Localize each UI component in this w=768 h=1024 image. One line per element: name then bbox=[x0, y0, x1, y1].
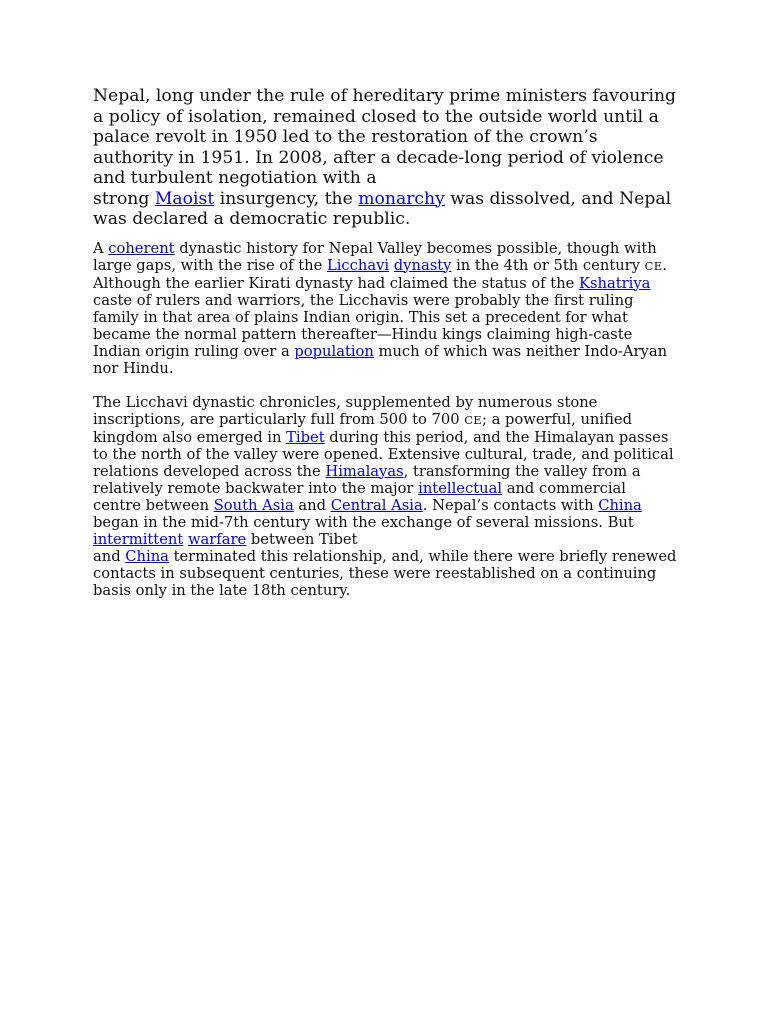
lead-text: strong bbox=[93, 188, 155, 209]
body-text: much of which was neither Indo-Aryan nor Hindu. bbox=[93, 342, 668, 377]
link-licchavi[interactable]: Licchavi bbox=[326, 256, 390, 274]
link-monarchy[interactable]: monarchy bbox=[358, 188, 445, 209]
body-text: and bbox=[293, 496, 331, 514]
body-text: caste of rulers and warriors, the Licchavis were probably the first ruling family in that area of plains Indian origin. This set a precedent for what became the normal pattern thereafter—Hindu kings claiming high-caste Indian origin ruling over a bbox=[93, 291, 634, 360]
body-text: . Nepal’s contacts with bbox=[422, 496, 599, 514]
link-intermittent[interactable]: intermittent bbox=[93, 530, 184, 548]
body-text: ; a powerful, unified kingdom also emerged in bbox=[93, 410, 632, 446]
body-text: during this period, and the Himalayan passes to the north of the valley were opened. Extensive cultural, trade, and political relations developed across the bbox=[93, 428, 674, 480]
body-text: and bbox=[93, 547, 126, 565]
body-text: in the 4th or 5th century bbox=[451, 256, 645, 274]
lead-paragraph bbox=[93, 86, 678, 230]
body-text: The Licchavi dynastic chronicles, supplemented by numerous stone inscriptions, are particularly full from 500 to 700 bbox=[93, 393, 598, 428]
link-tibet[interactable]: Tibet bbox=[286, 428, 325, 446]
lead-text: was dissolved, and Nepal was declared a democratic republic. bbox=[93, 188, 672, 229]
link-population[interactable]: population bbox=[294, 342, 374, 360]
body-text: and commercial centre between bbox=[93, 479, 627, 514]
paragraph-licchavi-rise bbox=[93, 240, 678, 377]
era-abbreviation: CE bbox=[644, 258, 663, 273]
link-warfare[interactable]: warfare bbox=[187, 530, 247, 548]
body-text: A bbox=[93, 239, 109, 257]
body-text: began in the mid-7th century with the exchange of several missions. But bbox=[93, 513, 634, 531]
link-coherent[interactable]: coherent bbox=[108, 239, 175, 257]
link-south-asia[interactable]: South Asia bbox=[213, 496, 294, 514]
body-text: , transforming the valley from a relatively remote backwater into the major bbox=[93, 462, 641, 497]
line-break-segment bbox=[93, 548, 678, 599]
link-maoist[interactable]: Maoist bbox=[154, 188, 215, 209]
link-kshatriya[interactable]: Kshatriya bbox=[579, 274, 651, 292]
lead-line-break bbox=[93, 189, 678, 230]
link-central-asia[interactable]: Central Asia bbox=[330, 496, 423, 514]
body-text: . Although the earlier Kirati dynasty had claimed the status of the bbox=[93, 256, 668, 292]
body-text: terminated this relationship, and, while there were briefly renewed contacts in subsequent centuries, these were reestablished on a continuing basis only in the late 18th century. bbox=[93, 547, 677, 599]
lead-text: insurgency, the bbox=[214, 188, 359, 209]
link-himalayas[interactable]: Himalayas bbox=[325, 462, 404, 480]
link-china[interactable]: China bbox=[125, 547, 169, 565]
link-dynasty[interactable]: dynasty bbox=[393, 256, 452, 274]
paragraph-licchavi-chronicles bbox=[93, 394, 678, 599]
document-page bbox=[93, 86, 678, 616]
body-text: between Tibet bbox=[246, 530, 358, 548]
lead-text: Nepal, long under the rule of hereditary prime ministers favouring a policy of isolation, remained closed to the outside world until a palace revolt in 1950 led to the restoration of the crown’s authority in 1951. In 2008, after a decade-long period of violence and turbulent negotiation with a bbox=[93, 86, 677, 188]
link-intellectual[interactable]: intellectual bbox=[418, 479, 503, 497]
body-text: dynastic history for Nepal Valley becomes possible, though with large gaps, with the rise of the bbox=[93, 239, 657, 274]
era-abbreviation: CE bbox=[464, 412, 482, 427]
link-china[interactable]: China bbox=[598, 496, 642, 514]
